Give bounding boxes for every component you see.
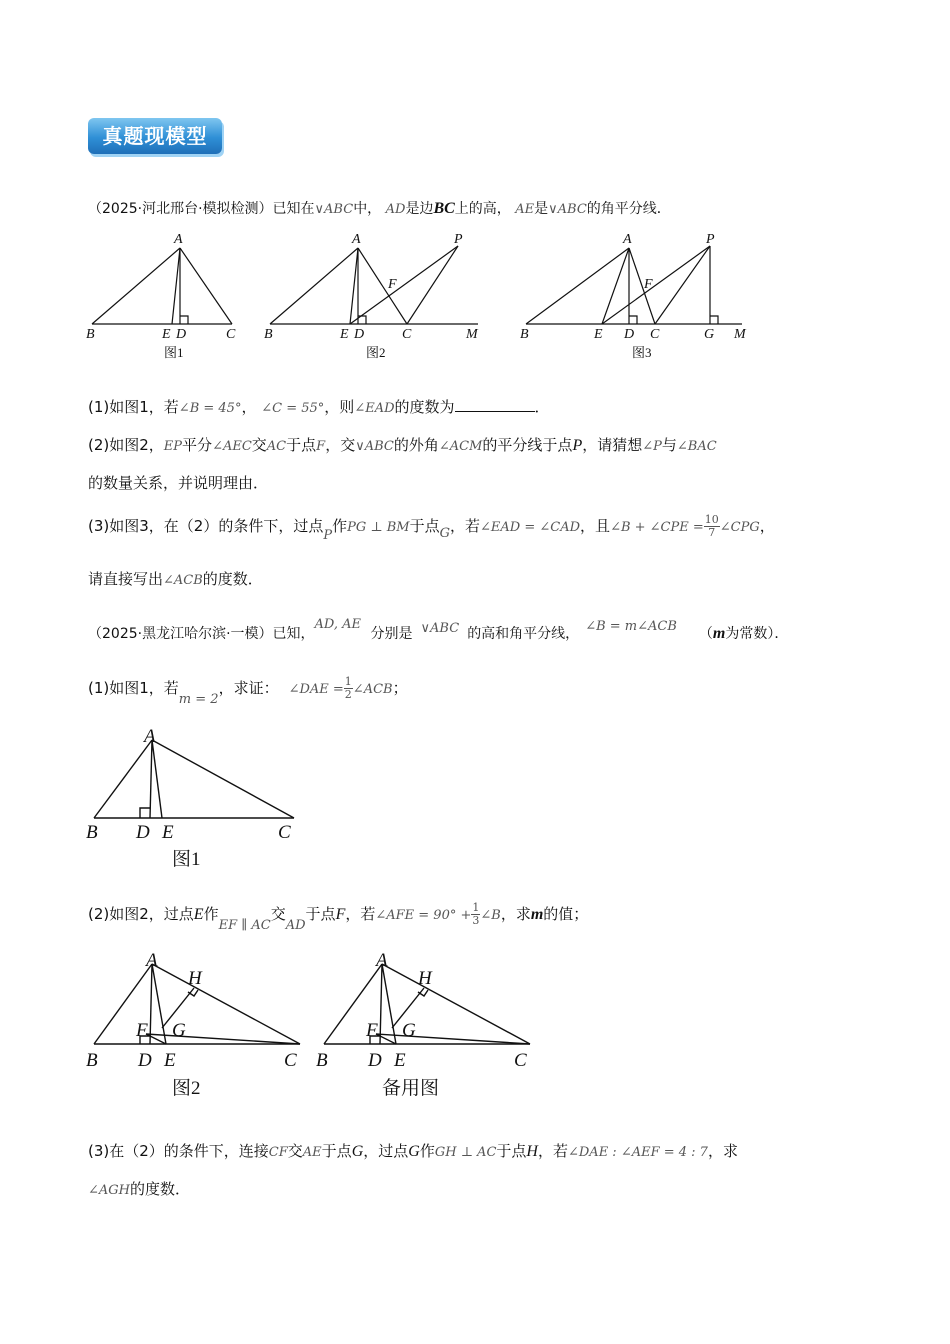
fig2-label-M: M xyxy=(466,327,478,342)
section-badge: 真题现模型 xyxy=(88,118,222,154)
p2f2-label-A: A xyxy=(146,950,158,971)
p2fb-label-H: H xyxy=(418,968,432,989)
p2f2-label-B: B xyxy=(86,1050,98,1071)
fig2-caption: 图2 xyxy=(366,345,386,360)
p2f2-label-F: F xyxy=(136,1020,148,1041)
fig2-label-A: A xyxy=(352,232,361,247)
fig3-label-G: G xyxy=(704,327,715,342)
fig3-label-C: C xyxy=(650,327,660,342)
fig3-label-F: F xyxy=(644,277,653,292)
p2fb-label-G: G xyxy=(402,1020,416,1041)
p2-q1: (1)如图1，若m = 2，求证： ∠DAE = $\frac{1}{2}$ ∠ACB； xyxy=(88,675,408,707)
p2fb-label-D: D xyxy=(368,1050,382,1071)
p1-figures xyxy=(80,226,760,366)
p1-q2: (2)如图2，EP平分∠AEC交AC于点F，交∨ABC的外角∠ACM的平分线于点P，请猜想∠P与∠BAC xyxy=(88,436,717,454)
fig2-label-D: D xyxy=(354,327,365,342)
p2-q3: (3)在（2）的条件下，连接CF交AE于点G，过点G作GH ⊥ AC于点H，若∠DAE : ∠AEF = 4 : 7，求 xyxy=(88,1142,738,1160)
fig3-label-D: D xyxy=(624,327,635,342)
p2-backup-caption: 备用图 xyxy=(382,1078,440,1099)
fig3-caption: 图3 xyxy=(632,345,652,360)
p2f2-label-C: C xyxy=(284,1050,297,1071)
p1-q3: (3)如图3，在（2）的条件下，过点P作PG ⊥ BM于点G，若∠EAD = ∠CAD，且∠B + ∠CPE = $\frac{10}{7}$ ∠CPG， xyxy=(88,513,775,543)
answer-blank[interactable] xyxy=(455,397,535,412)
p1-q1: (1)如图1，若∠B = 45°， ∠C = 55°，则∠EAD的度数为 ． xyxy=(88,398,550,416)
fig1-label-E: E xyxy=(162,327,171,342)
p2-q3-line2: ∠AGH的度数． xyxy=(88,1180,191,1198)
p2f2-label-E: E xyxy=(164,1050,176,1071)
p2-q2: (2)如图2，过点E作EF ∥ AC交AD于点F，若∠AFE = 90° + $\frac{1}{3}$ ∠B，求m的值； xyxy=(88,901,589,933)
fig1-label-B: B xyxy=(86,327,95,342)
p2f2-label-H: H xyxy=(188,968,202,989)
fig2-label-E: E xyxy=(340,327,349,342)
p2fb-label-B: B xyxy=(316,1050,328,1071)
fig1-label-C: C xyxy=(226,327,236,342)
fig2-label-B: B xyxy=(264,327,273,342)
fig1-label-A: A xyxy=(174,232,183,247)
p2f2-label-G: G xyxy=(172,1020,186,1041)
fig2-label-F: F xyxy=(388,277,397,292)
fig2-label-P: P xyxy=(454,232,463,247)
p1-intro: （2025·河北邢台·模拟检测）已知在∨ABC中， AD是边BC上的高， AE是∨ABC的角平分线． xyxy=(88,200,671,217)
p2f1-label-D: D xyxy=(136,822,150,843)
fig1-label-D: D xyxy=(176,327,187,342)
p1-q2-line2: 的数量关系，并说明理由． xyxy=(88,474,269,492)
p2f2-label-D: D xyxy=(138,1050,152,1071)
p2fb-label-C: C xyxy=(514,1050,527,1071)
fig2-label-C: C xyxy=(402,327,412,342)
fig3-label-M: M xyxy=(734,327,746,342)
p1-q3-line2: 请直接写出∠ACB的度数． xyxy=(88,570,263,588)
fig3-label-E: E xyxy=(594,327,603,342)
p2-intro: （2025·黑龙江哈尔滨·一模）已知，AD, AE分别是 ∨ABC 的高和角平分线， ∠B = m∠ACB （m为常数）． xyxy=(88,617,789,642)
p2-fig1-caption: 图1 xyxy=(172,849,201,870)
p2f1-label-C: C xyxy=(278,822,291,843)
fig3-label-A: A xyxy=(623,232,632,247)
p2fb-label-E: E xyxy=(394,1050,406,1071)
fig3-label-B: B xyxy=(520,327,529,342)
p2f1-label-A: A xyxy=(144,726,156,747)
p2fb-label-A: A xyxy=(376,950,388,971)
p2-fig2-caption: 图2 xyxy=(172,1078,201,1099)
p2f1-label-E: E xyxy=(162,822,174,843)
fig1-caption: 图1 xyxy=(164,345,184,360)
p2fb-label-F: F xyxy=(366,1020,378,1041)
p2-fig1 xyxy=(82,724,312,872)
p2-fig2 xyxy=(82,946,552,1102)
fig3-label-P: P xyxy=(706,232,715,247)
p2f1-label-B: B xyxy=(86,822,98,843)
